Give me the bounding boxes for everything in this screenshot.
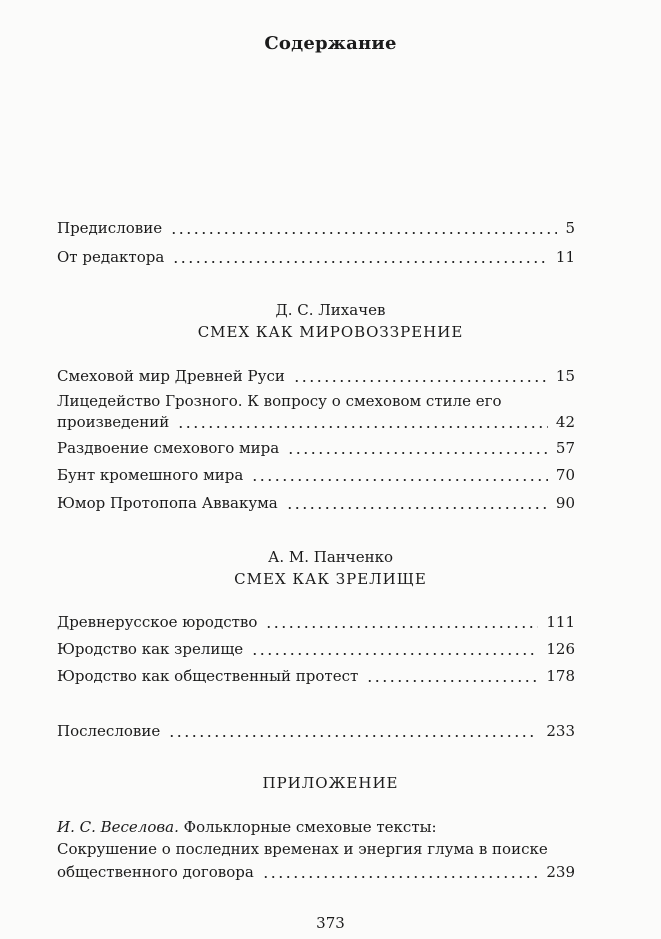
toc-entry-title: Юродство как зрелище bbox=[57, 640, 244, 658]
toc-entry[interactable] bbox=[57, 434, 575, 458]
toc-entry-page: 11 bbox=[555, 248, 575, 266]
part1-author: Д. С. Лихачев bbox=[275, 301, 386, 319]
toc-entry-title: Послесловие bbox=[57, 722, 161, 740]
appendix-entry-line1[interactable] bbox=[57, 817, 575, 837]
leader-dots bbox=[170, 232, 557, 234]
leader-dots bbox=[265, 626, 538, 628]
part1-title: СМЕХ КАК МИРОВОЗЗРЕНИЕ bbox=[197, 323, 464, 341]
toc-entry-page: 57 bbox=[555, 439, 575, 457]
toc-entry-from-editor[interactable] bbox=[57, 243, 575, 267]
toc-entry-title: Юмор Протопопа Аввакума bbox=[57, 494, 278, 512]
leader-dots bbox=[262, 876, 539, 878]
appendix-author: И. С. Веселова. bbox=[57, 818, 179, 836]
appendix-entry-line2[interactable]: Сокрушение о последних временах и энергия глума в поиске bbox=[57, 840, 548, 858]
leader-dots bbox=[287, 452, 548, 454]
page-title: Содержание bbox=[264, 33, 397, 54]
toc-entry[interactable] bbox=[57, 461, 575, 485]
appendix-title-part1: Фольклорные смеховые тексты: bbox=[178, 818, 437, 836]
toc-entry[interactable] bbox=[57, 362, 575, 386]
part2-title: СМЕХ КАК ЗРЕЛИЩЕ bbox=[234, 570, 427, 588]
toc-entry-page: 178 bbox=[546, 667, 575, 685]
toc-entry[interactable] bbox=[57, 489, 575, 513]
toc-entry-page: 126 bbox=[546, 640, 575, 658]
toc-entry-title: Бунт кромешного мира bbox=[57, 466, 244, 484]
toc-entry[interactable] bbox=[57, 608, 575, 632]
leader-dots bbox=[293, 380, 548, 382]
toc-entry-page: 239 bbox=[546, 863, 575, 881]
toc-entry-title-line2: произведений bbox=[57, 413, 170, 431]
toc-entry-title: Древнерусское юродство bbox=[57, 613, 258, 631]
leader-dots bbox=[251, 653, 538, 655]
toc-entry-page: 15 bbox=[555, 367, 575, 385]
toc-entry-page: 90 bbox=[555, 494, 575, 512]
toc-entry-title: Раздвоение смехового мира bbox=[57, 439, 280, 457]
toc-entry-afterword[interactable] bbox=[57, 717, 575, 741]
leader-dots bbox=[366, 680, 538, 682]
leader-dots bbox=[177, 426, 548, 428]
part2-author: А. М. Панченко bbox=[267, 548, 393, 566]
toc-entry-page: 70 bbox=[555, 466, 575, 484]
leader-dots bbox=[251, 479, 548, 481]
toc-entry-title: Смеховой мир Древней Руси bbox=[57, 367, 285, 385]
toc-entry-page: 233 bbox=[546, 722, 575, 740]
toc-entry[interactable] bbox=[57, 635, 575, 659]
leader-dots bbox=[172, 261, 548, 263]
toc-entry-page: 111 bbox=[546, 613, 575, 631]
toc-entry-preface[interactable] bbox=[57, 214, 575, 238]
appendix-title: ПРИЛОЖЕНИЕ bbox=[262, 774, 399, 792]
toc-entry-title: Предисловие bbox=[57, 219, 163, 237]
toc-entry-title-line1[interactable]: Лицедейство Грозного. К вопросу о смеховом стиле его bbox=[57, 392, 502, 410]
toc-entry-page: 5 bbox=[565, 219, 575, 237]
toc-entry-title: Юродство как общественный протест bbox=[57, 667, 359, 685]
toc-entry-title-line3: общественного договора bbox=[57, 863, 254, 881]
toc-entry-page: 42 bbox=[555, 413, 575, 431]
toc-entry-title: От редактора bbox=[57, 248, 165, 266]
toc-entry[interactable] bbox=[57, 662, 575, 686]
leader-dots bbox=[168, 735, 538, 737]
leader-dots bbox=[286, 507, 548, 509]
page-number: 373 bbox=[316, 914, 345, 932]
toc-entry[interactable] bbox=[57, 408, 575, 432]
toc-entry-appendix[interactable] bbox=[57, 858, 575, 882]
